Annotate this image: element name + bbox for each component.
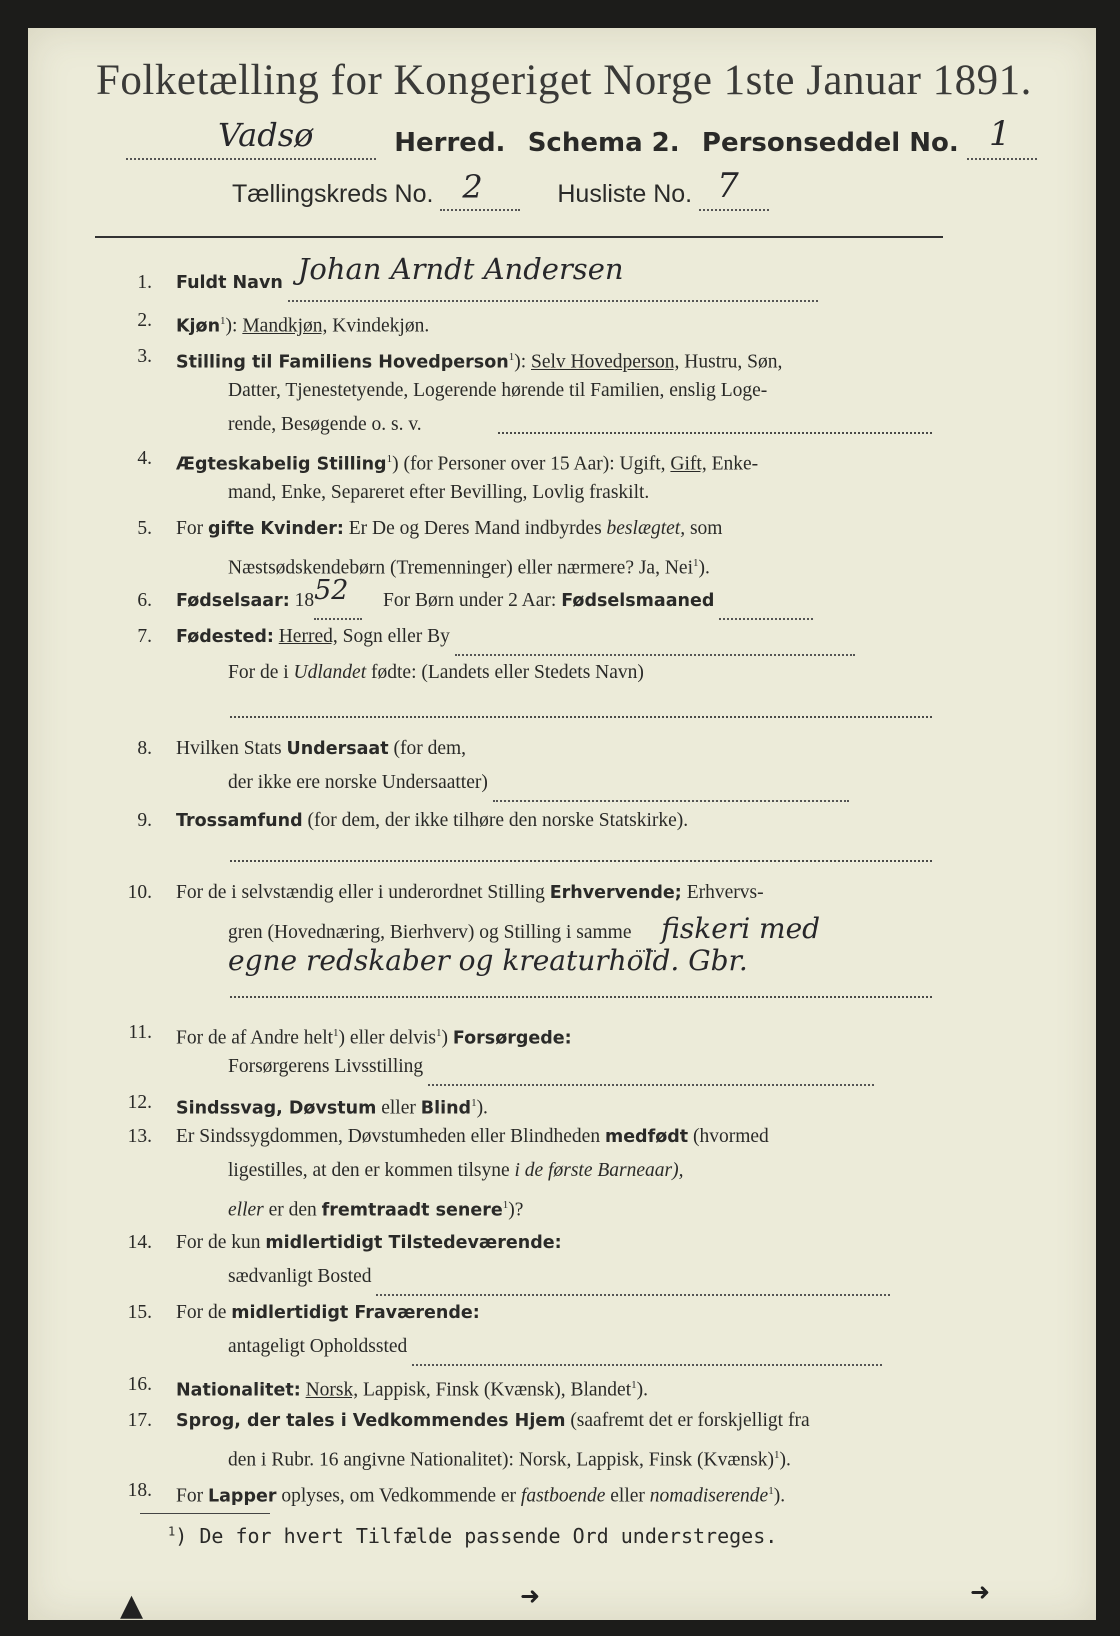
item-label: gifte Kvinder: [207,519,344,539]
place-field [126,116,376,160]
item-text: ). [636,1379,649,1401]
scan-mark-icon: ➜ [520,1582,541,1610]
item-text: eller [610,1485,645,1507]
item-text: For de af Andre helt [176,1027,334,1049]
item-text: oplyses, om Vedkommende er [281,1485,517,1507]
item-text: Er De og Deres Mand indbyrdes [348,518,602,539]
item-number: 5. [137,518,152,539]
item-text: Næstsødskendebørn (Tremenninger) eller nærmere? Ja, Nei [228,557,693,579]
item-text: For Børn under 2 Aar: [383,590,557,611]
answer-dotline [230,996,932,998]
item-text: ) eller delvis [338,1027,437,1049]
item-text: sædvanligt Bosted [228,1266,372,1287]
item-text: ). [698,557,710,579]
answer-dotline [493,766,849,802]
option: Kvindekjøn. [332,315,430,337]
item-text: antageligt Opholdssted [228,1336,408,1357]
item-label: Nationalitet: [176,1380,301,1401]
item-label: Sprog, der tales i Vedkommendes Hjem [176,1411,566,1431]
item-text: )? [508,1199,524,1221]
item-text: For [176,1485,204,1507]
item-16-content [176,1368,648,1408]
item-text: Forsørgerens Livsstilling [228,1056,424,1077]
item-2-content [176,304,429,344]
item-text: den i Rubr. 16 angivne Nationalitet): Norsk, Lappisk, Finsk (Kvænsk) [228,1449,774,1471]
item-text: ): [514,351,527,373]
footnote-marker: 1 [220,315,226,327]
item-label: Fødested: [176,627,274,647]
item-text: Erhvervs- [686,882,764,903]
item-text: Hustru, Søn, [684,351,783,373]
item-number: 2. [137,310,152,331]
item-number: 10. [127,882,152,903]
item-text: Er Sindssygdommen, Døvstumheden eller Blindheden [176,1126,601,1147]
item-text: (for dem, [393,738,467,759]
taellingskreds-field [440,168,520,211]
item-text: 18 [294,590,315,611]
item-15-line1 [176,1296,480,1330]
item-number: 4. [137,448,152,469]
item-label: Stilling til Familiens Hovedperson [176,352,509,373]
footnote-marker: 1 [502,1199,509,1211]
footnote-marker: 1 [693,557,699,569]
item-text-italic: nomadiserende [649,1485,769,1507]
item-label: Erhvervende; [549,883,682,903]
item-label: medfødt [604,1127,689,1147]
item-text: ) (for Personer over 15 Aar): Ugift, [392,453,666,475]
item-number: 13. [127,1126,152,1147]
item-14-line2 [228,1260,890,1296]
footnote-marker: 1 [631,1379,637,1391]
item-13-line2 [228,1154,683,1188]
item-text: (saafremt det er forskjelligt fra [570,1410,810,1431]
item-text: ). [476,1097,488,1119]
birth-year-handwritten: 52 [314,575,349,606]
item-text: Sogn eller By [342,626,450,647]
item-label: Fødselsaar: [176,591,290,611]
item-number: 8. [137,738,152,759]
item-text-italic: Udlandet [293,662,367,683]
item-text: For de [176,1302,227,1323]
item-text: For de i selvstændig eller i underordnet Stilling [176,882,545,903]
occupation-handwritten-cont: egne redskaber og kreaturhold. Gbr. [228,944,748,977]
item-8-line2 [228,766,849,802]
item-label: Sindssvag, Døvstum [176,1098,377,1119]
item-text: ). [773,1485,786,1507]
item-13-line1 [176,1120,769,1154]
item-text-italic: eller [228,1199,264,1221]
item-label: Kjøn [176,316,221,337]
item-text: Enke- [711,453,759,475]
header-krets-line [232,166,769,211]
item-label: fremtraadt senere [321,1200,503,1221]
scan-mark-icon: ▲ [120,1588,144,1623]
footnote-rule [140,1513,270,1514]
item-text: der ikke ere norske Undersaatter) [228,772,488,793]
answer-dotline [498,432,932,434]
item-number: 18. [127,1480,152,1501]
footnote [168,1524,777,1548]
item-7-line2 [228,656,644,690]
item-number: 16. [127,1374,152,1395]
item-label: Fuldt Navn [176,273,283,293]
item-text-italic: i de første Barneaar), [514,1160,684,1181]
header-place-line [126,114,1037,160]
item-text: ). [779,1449,791,1471]
item-8-line1 [176,732,466,766]
item-6-content [176,575,813,620]
taellingskreds-label: Tællingskreds No. [232,180,434,208]
full-name-field [288,252,818,302]
footnote-marker: 1 [768,1485,774,1497]
footnote-marker: 1 [386,453,393,465]
item-label: Undersaat [286,739,389,759]
item-text: For de i [228,662,289,683]
answer-dotline [428,1050,874,1086]
item-label: Blind [420,1098,472,1119]
item-15-line2 [228,1330,882,1366]
item-5-line2 [228,546,710,586]
personseddel-label: Personseddel No. [701,128,959,158]
header-rule [95,236,943,238]
item-number: 7. [137,626,152,647]
footnote-marker: 1 [333,1027,339,1039]
option-underlined: Gift, [670,453,707,475]
answer-dotline [230,716,932,718]
item-text: (for dem, der ikke tilhøre den norske Statskirke). [307,810,689,831]
item-7-line1 [176,620,855,656]
item-1-content [176,252,818,302]
option-underlined: Herred, [278,626,338,647]
item-number: 3. [137,346,152,367]
item-label: midlertidigt Fraværende: [231,1303,480,1323]
item-number: 14. [127,1232,152,1253]
husliste-no: 7 [717,166,739,206]
option-underlined: Selv Hovedperson, [531,351,680,373]
item-text: ): [225,315,238,337]
item-text-italic: beslægtet, [606,518,686,539]
item-label: midlertidigt Tilstedeværende: [265,1233,562,1253]
birth-year-field [314,575,362,620]
footnote-marker: 1 [168,1524,176,1539]
item-text: (hvormed [693,1126,769,1147]
footnote-marker: 1 [773,1449,780,1461]
footnote-marker: 1 [508,351,515,363]
item-17-line2 [228,1438,791,1478]
answer-dotline [719,584,813,620]
item-text: som [689,518,723,539]
item-18-content [176,1474,785,1514]
item-label: Ægteskabelig Stilling [176,454,387,475]
full-name-handwritten: Johan Arndt Andersen [297,252,624,286]
item-text: Datter, Tjenestetyende, Logerende hørende til Familien, enslig Loge- [228,380,768,401]
item-number: 6. [137,590,152,611]
footnote-text: ) De for hvert Tilfælde passende Ord understreges. [175,1524,778,1548]
item-number: 17. [127,1410,152,1431]
item-text: gren (Hovednæring, Bierhverv) og Stilling i samme [228,922,632,943]
item-label: Lapper [207,1486,277,1507]
schema-label: Schema 2. [527,128,680,158]
item-text: mand, Enke, Separeret efter Bevilling, Lovlig fraskilt. [228,482,650,503]
item-number: 12. [127,1092,152,1113]
taellingskreds-no: 2 [462,168,483,206]
item-text: rende, Besøgende o. s. v. [228,414,422,435]
item-text: eller [381,1097,416,1119]
item-11-line1: For de af Andre helt$^1$) eller delvis$^1$) Forsørgede: [176,1027,572,1049]
item-text: er den [268,1199,317,1221]
answer-dotline [376,1260,890,1296]
item-5-line1 [176,512,722,546]
item-number: 15. [127,1302,152,1323]
item-17-line1 [176,1404,810,1438]
item-number: 11. [128,1022,152,1043]
answer-dotline [412,1330,882,1366]
item-text: ligestilles, at den er kommen tilsyne [228,1160,510,1181]
footnote-marker: 1 [471,1097,477,1109]
item-14-line1 [176,1226,562,1260]
option-underlined: Norsk, [305,1379,359,1401]
option-underlined: Mandkjøn, [242,315,328,337]
item-9-content [176,804,688,838]
item-10-line1 [176,876,764,910]
item-label: Forsørgede: [452,1028,572,1049]
place-handwritten: Vadsø [218,116,314,154]
item-text: Hvilken Stats [176,738,282,759]
husliste-field [699,166,769,211]
item-label: Trossamfund [176,811,303,831]
item-text: fødte: (Landets eller Stedets Navn) [371,662,644,683]
herred-label: Herred. [394,128,506,158]
item-text-italic: fastboende [520,1485,606,1507]
item-number: 1. [137,272,152,293]
item-text: For [176,518,204,539]
item-13-line3 [228,1188,523,1228]
item-text: For de kun [176,1232,261,1253]
form-title: Folketælling for Kongeriget Norge 1ste Januar 1891. [96,57,1032,104]
item-label: Fødselsmaaned [561,591,715,611]
personseddel-no: 1 [988,114,1011,154]
scan-mark-icon: ➜ [970,1578,991,1606]
occupation-handwritten: fiskeri med [661,912,821,945]
footnote-marker: 1 [436,1027,442,1039]
answer-dotline [455,620,855,656]
personseddel-field [967,114,1037,160]
answer-dotline [230,860,932,862]
item-number: 9. [137,810,152,831]
husliste-label: Husliste No. [557,180,693,208]
item-text: Lappisk, Finsk (Kvænsk), Blandet [363,1379,632,1401]
item-11-line2 [228,1050,874,1086]
